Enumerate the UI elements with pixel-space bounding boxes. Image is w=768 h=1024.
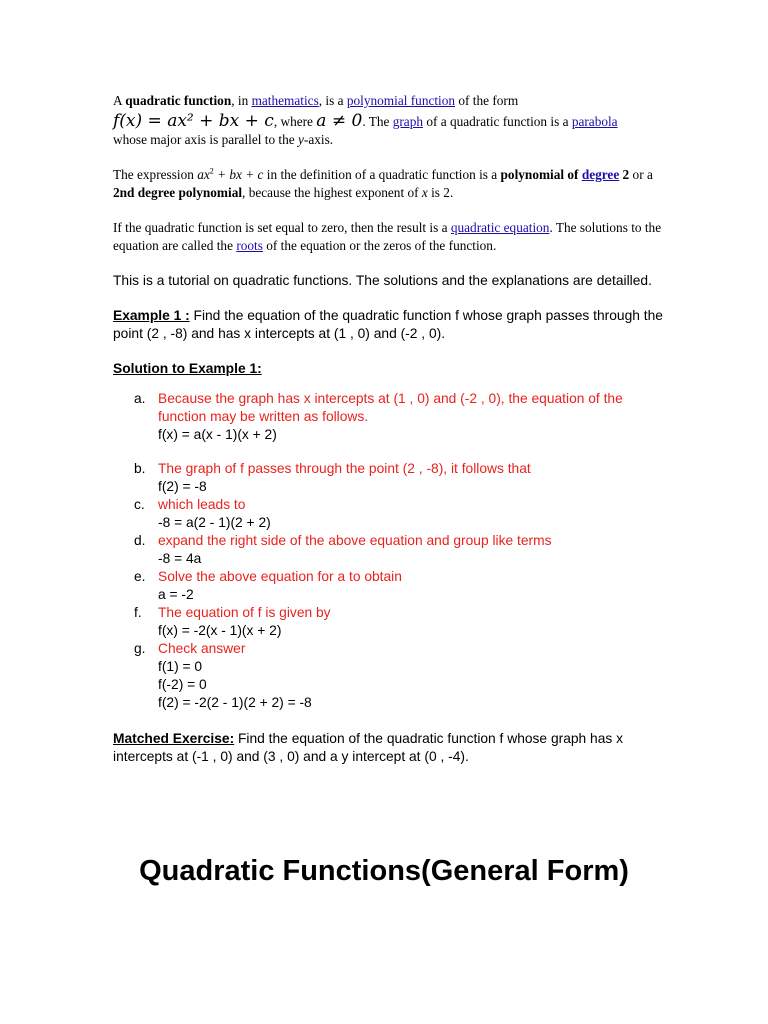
intro-text: , is a — [318, 93, 347, 108]
link-quadratic-equation[interactable]: quadratic equation — [450, 220, 550, 235]
step-instruction: which leads to — [158, 497, 246, 512]
example-1-text: Find the equation of the quadratic function f whose graph passes through the point (2 , -8) and has x intercepts at (1 , 0) and (-2 , 0). — [113, 308, 663, 341]
step-instruction: Solve the above equation for a to obtain — [158, 569, 402, 584]
term-degree-2: 2 — [619, 167, 630, 182]
var-x: x — [421, 185, 428, 200]
term-quadratic-function: quadratic function — [125, 93, 232, 108]
link-mathematics[interactable]: mathematics — [251, 93, 319, 108]
solution-steps — [113, 390, 673, 712]
intro-text: -axis. — [303, 132, 334, 147]
step-equation: a = -2 — [158, 587, 194, 602]
step-equation: f(2) = -2(2 - 1)(2 + 2) = -8 — [158, 695, 312, 710]
solution-heading — [113, 360, 673, 378]
zero-paragraph — [113, 219, 673, 255]
expr-term: + bx + c — [213, 167, 264, 182]
step-instruction: The graph of f passes through the point (2 , -8), it follows that — [158, 461, 531, 476]
matched-exercise — [113, 730, 673, 766]
para-text: If the quadratic function is set equal to zero, then the result is a — [113, 220, 451, 235]
solution-heading-text: Solution to Example 1: — [113, 361, 262, 376]
intro-text: , in — [231, 93, 252, 108]
step-equation: f(2) = -8 — [158, 479, 207, 494]
para-text: . The solutions to the equation are called the — [113, 220, 662, 253]
example-1 — [113, 307, 673, 343]
step-instruction: The equation of f is given by — [158, 605, 331, 620]
step-g — [113, 640, 673, 712]
para-text: , because the highest exponent of — [242, 185, 422, 200]
expression-paragraph — [113, 166, 673, 202]
step-marker: g. — [134, 641, 146, 656]
step-instruction: Check answer — [158, 641, 246, 656]
intro-text: of a quadratic function is a — [423, 114, 572, 129]
intro-text: , where — [273, 114, 317, 129]
step-c — [113, 496, 673, 532]
intro-line-2 — [113, 112, 673, 131]
step-e — [113, 568, 673, 604]
intro-text: A — [113, 93, 126, 108]
step-f — [113, 604, 673, 640]
document-page — [113, 92, 673, 766]
para-text: The expression — [113, 167, 198, 182]
matched-exercise-text: Find the equation of the quadratic function f whose graph has x intercepts at (-1 , 0) and (3 , 0) and a y intercept at (0 , -4). — [113, 731, 624, 764]
step-equation: -8 = a(2 - 1)(2 + 2) — [158, 515, 271, 530]
example-1-label: Example 1 : — [113, 308, 190, 323]
link-graph[interactable]: graph — [392, 114, 423, 129]
step-marker: c. — [134, 497, 145, 512]
step-marker: a. — [134, 391, 146, 406]
para-text: of the equation or the zeros of the function. — [262, 238, 497, 253]
expr-exponent: 2 — [209, 166, 214, 176]
intro-paragraph — [113, 92, 673, 146]
intro-line-3 — [113, 131, 673, 149]
intro-text: whose major axis is parallel to the — [113, 132, 299, 147]
page-title: Quadratic Functions(General Form) — [139, 855, 629, 887]
step-equation: f(-2) = 0 — [158, 677, 207, 692]
para-text: or a — [629, 167, 653, 182]
step-instruction: Because the graph has x intercepts at (1 , 0) and (-2 , 0), the equation of the function may be written as follows. — [158, 391, 623, 424]
link-roots[interactable]: roots — [236, 238, 263, 253]
link-degree[interactable]: degree — [581, 167, 620, 182]
step-marker: b. — [134, 461, 146, 476]
formula-quadratic: f(x) = ax² + bx + c — [113, 111, 274, 131]
step-equation: f(x) = -2(x - 1)(x + 2) — [158, 623, 282, 638]
intro-line-1 — [113, 92, 673, 110]
step-equation: f(x) = a(x - 1)(x + 2) — [158, 427, 277, 442]
axis-variable: y — [298, 132, 304, 147]
step-marker: d. — [134, 533, 146, 548]
intro-text: . The — [362, 114, 393, 129]
expr-term: ax — [197, 167, 210, 182]
tutorial-paragraph: This is a tutorial on quadratic functions. The solutions and the explanations are detailled. — [113, 273, 652, 288]
link-parabola[interactable]: parabola — [571, 114, 618, 129]
step-d — [113, 532, 673, 568]
para-text: is 2. — [427, 185, 454, 200]
step-marker: e. — [134, 569, 146, 584]
term-polynomial-of: polynomial of — [500, 167, 582, 182]
step-equation: f(1) = 0 — [158, 659, 203, 674]
step-a — [113, 390, 673, 444]
step-marker: f. — [134, 605, 142, 620]
step-equation: -8 = 4a — [158, 551, 202, 566]
link-polynomial-function[interactable]: polynomial function — [346, 93, 456, 108]
step-b — [113, 460, 673, 496]
step-instruction: expand the right side of the above equation and group like terms — [158, 533, 552, 548]
intro-text: of the form — [455, 93, 519, 108]
formula-condition: a ≠ 0 — [316, 111, 363, 131]
matched-exercise-label: Matched Exercise: — [113, 731, 235, 746]
term-2nd-degree-polynomial: 2nd degree polynomial — [113, 185, 243, 200]
para-text: in the definition of a quadratic function is a — [263, 167, 501, 182]
